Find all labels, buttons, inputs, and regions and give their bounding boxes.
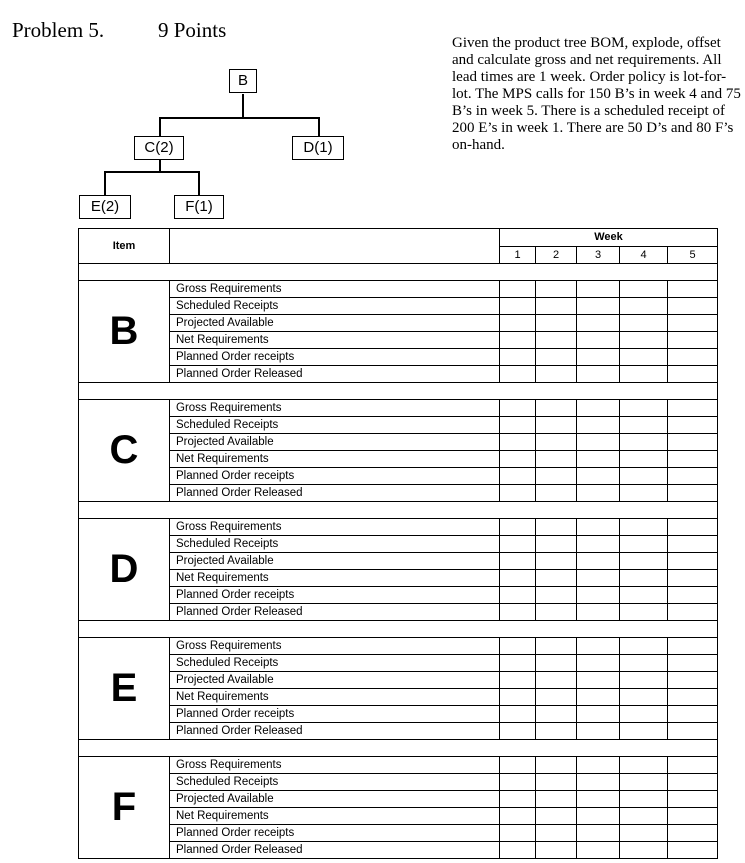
week-cell[interactable] xyxy=(500,519,536,536)
week-cell[interactable] xyxy=(500,468,536,485)
week-cell[interactable] xyxy=(620,536,668,553)
week-cell[interactable] xyxy=(577,655,620,672)
tree-connector xyxy=(159,117,161,137)
tree-node-d: D(1) xyxy=(292,136,344,160)
row-label: Scheduled Receipts xyxy=(170,774,500,791)
item-separator-row xyxy=(79,502,718,519)
week-cell[interactable] xyxy=(577,672,620,689)
week-cell[interactable] xyxy=(536,519,577,536)
row-label: Planned Order receipts xyxy=(170,468,500,485)
mrp-row xyxy=(79,468,718,485)
week-cell[interactable] xyxy=(620,723,668,740)
week-cell[interactable] xyxy=(668,298,718,315)
label-header-cell xyxy=(170,229,500,264)
row-label: Scheduled Receipts xyxy=(170,536,500,553)
week-cell[interactable] xyxy=(577,434,620,451)
week-cell[interactable] xyxy=(620,485,668,502)
week-cell[interactable] xyxy=(620,689,668,706)
week-cell[interactable] xyxy=(536,298,577,315)
week-cell[interactable] xyxy=(500,349,536,366)
row-label: Net Requirements xyxy=(170,332,500,349)
row-label: Projected Available xyxy=(170,672,500,689)
week-cell[interactable] xyxy=(500,689,536,706)
week-cell[interactable] xyxy=(668,417,718,434)
mrp-row xyxy=(79,485,718,502)
week-cell[interactable] xyxy=(500,332,536,349)
problem-prompt: Given the product tree BOM, explode, offset and calculate gross and net requirements. All lead times are 1 week. Order policy is lot-for-lot. The MPS calls for 150 B’s in week 4 and 75 B’s in week 5. There is a scheduled receipt of 200 E’s in week 1. There are 50 D’s and 80 F’s on-hand. xyxy=(452,35,741,153)
tree-connector xyxy=(198,171,200,195)
week-cell[interactable] xyxy=(536,689,577,706)
row-label: Projected Available xyxy=(170,791,500,808)
mrp-row xyxy=(79,315,718,332)
week-cell[interactable] xyxy=(620,315,668,332)
week-cell[interactable] xyxy=(500,553,536,570)
separator-cell xyxy=(79,502,718,519)
week-cell[interactable] xyxy=(620,825,668,842)
row-label: Scheduled Receipts xyxy=(170,655,500,672)
week-cell[interactable] xyxy=(668,791,718,808)
week-cell[interactable] xyxy=(500,672,536,689)
row-label: Net Requirements xyxy=(170,451,500,468)
week-number: 1 xyxy=(500,246,536,264)
week-cell[interactable] xyxy=(620,281,668,298)
week-cell[interactable] xyxy=(668,400,718,417)
points-label: 9 Points xyxy=(158,18,227,42)
mrp-row xyxy=(79,842,718,859)
week-cell[interactable] xyxy=(536,723,577,740)
mrp-row xyxy=(79,774,718,791)
item-label-e: E xyxy=(79,638,170,740)
row-label: Gross Requirements xyxy=(170,281,500,298)
mrp-row xyxy=(79,298,718,315)
mrp-row xyxy=(79,519,718,536)
week-cell[interactable] xyxy=(620,655,668,672)
week-cell[interactable] xyxy=(668,451,718,468)
tree-node-b: B xyxy=(229,69,257,93)
tree-node-c: C(2) xyxy=(134,136,184,160)
week-cell[interactable] xyxy=(577,689,620,706)
week-cell[interactable] xyxy=(536,366,577,383)
week-cell[interactable] xyxy=(536,757,577,774)
tree-connector xyxy=(159,117,319,119)
week-cell[interactable] xyxy=(536,570,577,587)
week-cell[interactable] xyxy=(500,485,536,502)
mrp-row xyxy=(79,434,718,451)
week-cell[interactable] xyxy=(500,434,536,451)
week-cell[interactable] xyxy=(620,417,668,434)
week-cell[interactable] xyxy=(536,655,577,672)
week-cell[interactable] xyxy=(536,349,577,366)
week-cell[interactable] xyxy=(577,519,620,536)
item-label-b: B xyxy=(79,281,170,383)
row-label: Net Requirements xyxy=(170,570,500,587)
tree-node-e: E(2) xyxy=(79,195,131,219)
week-cell[interactable] xyxy=(500,536,536,553)
week-cell[interactable] xyxy=(500,774,536,791)
mrp-row xyxy=(79,689,718,706)
week-cell[interactable] xyxy=(668,706,718,723)
separator-cell xyxy=(79,740,718,757)
week-header: Week xyxy=(500,229,718,247)
week-cell[interactable] xyxy=(620,706,668,723)
row-label: Net Requirements xyxy=(170,808,500,825)
item-label-c: C xyxy=(79,400,170,502)
row-label: Planned Order receipts xyxy=(170,825,500,842)
week-cell[interactable] xyxy=(577,451,620,468)
week-cell[interactable] xyxy=(500,706,536,723)
row-label: Planned Order Released xyxy=(170,842,500,859)
week-cell[interactable] xyxy=(668,638,718,655)
mrp-row xyxy=(79,791,718,808)
week-cell[interactable] xyxy=(668,723,718,740)
mrp-row xyxy=(79,281,718,298)
week-cell[interactable] xyxy=(668,604,718,621)
row-label: Planned Order receipts xyxy=(170,706,500,723)
mrp-table xyxy=(78,228,718,859)
week-cell[interactable] xyxy=(620,332,668,349)
item-header: Item xyxy=(79,229,170,264)
separator-cell xyxy=(79,264,718,281)
week-cell[interactable] xyxy=(620,553,668,570)
week-cell[interactable] xyxy=(668,655,718,672)
week-cell[interactable] xyxy=(536,808,577,825)
week-cell[interactable] xyxy=(500,400,536,417)
mrp-row xyxy=(79,349,718,366)
problem-title: Problem 5. xyxy=(12,18,105,42)
week-cell[interactable] xyxy=(536,536,577,553)
mrp-row xyxy=(79,672,718,689)
mrp-row xyxy=(79,536,718,553)
row-label: Planned Order Released xyxy=(170,604,500,621)
row-label: Scheduled Receipts xyxy=(170,417,500,434)
week-cell[interactable] xyxy=(500,281,536,298)
row-label: Gross Requirements xyxy=(170,638,500,655)
mrp-row xyxy=(79,808,718,825)
week-cell[interactable] xyxy=(500,655,536,672)
mrp-row xyxy=(79,723,718,740)
week-cell[interactable] xyxy=(500,417,536,434)
week-cell[interactable] xyxy=(620,349,668,366)
row-label: Projected Available xyxy=(170,434,500,451)
item-separator-row xyxy=(79,383,718,400)
week-cell[interactable] xyxy=(577,774,620,791)
week-cell[interactable] xyxy=(536,825,577,842)
item-separator-row xyxy=(79,621,718,638)
mrp-row xyxy=(79,451,718,468)
week-cell[interactable] xyxy=(620,366,668,383)
week-cell[interactable] xyxy=(620,451,668,468)
week-cell[interactable] xyxy=(536,842,577,859)
mrp-row xyxy=(79,655,718,672)
row-label: Planned Order Released xyxy=(170,485,500,502)
row-label: Scheduled Receipts xyxy=(170,298,500,315)
week-cell[interactable] xyxy=(577,570,620,587)
week-cell[interactable] xyxy=(536,451,577,468)
week-cell[interactable] xyxy=(668,553,718,570)
week-cell[interactable] xyxy=(668,349,718,366)
week-cell[interactable] xyxy=(500,825,536,842)
mrp-row xyxy=(79,587,718,604)
week-cell[interactable] xyxy=(577,723,620,740)
week-number: 5 xyxy=(668,246,718,264)
week-cell[interactable] xyxy=(577,825,620,842)
mrp-row xyxy=(79,400,718,417)
tree-connector xyxy=(318,117,320,137)
week-cell[interactable] xyxy=(577,281,620,298)
tree-connector xyxy=(104,171,106,195)
week-cell[interactable] xyxy=(500,791,536,808)
week-cell[interactable] xyxy=(620,672,668,689)
row-label: Planned Order Released xyxy=(170,366,500,383)
mrp-row xyxy=(79,706,718,723)
week-cell[interactable] xyxy=(577,417,620,434)
week-number: 4 xyxy=(620,246,668,264)
week-cell[interactable] xyxy=(620,757,668,774)
week-cell[interactable] xyxy=(620,638,668,655)
week-cell[interactable] xyxy=(620,774,668,791)
week-cell[interactable] xyxy=(500,604,536,621)
row-label: Gross Requirements xyxy=(170,519,500,536)
week-cell[interactable] xyxy=(577,604,620,621)
mrp-row xyxy=(79,604,718,621)
tree-connector xyxy=(104,171,199,173)
row-label: Projected Available xyxy=(170,315,500,332)
week-cell[interactable] xyxy=(500,638,536,655)
week-cell[interactable] xyxy=(500,808,536,825)
mrp-row xyxy=(79,570,718,587)
week-cell[interactable] xyxy=(620,434,668,451)
week-cell[interactable] xyxy=(668,315,718,332)
week-cell[interactable] xyxy=(536,434,577,451)
week-cell[interactable] xyxy=(500,451,536,468)
week-cell[interactable] xyxy=(620,298,668,315)
week-cell[interactable] xyxy=(536,706,577,723)
row-label: Planned Order receipts xyxy=(170,349,500,366)
week-cell[interactable] xyxy=(577,757,620,774)
week-cell[interactable] xyxy=(577,638,620,655)
tree-node-f: F(1) xyxy=(174,195,224,219)
mrp-row xyxy=(79,825,718,842)
week-cell[interactable] xyxy=(577,349,620,366)
week-cell[interactable] xyxy=(536,400,577,417)
week-cell[interactable] xyxy=(536,587,577,604)
week-cell[interactable] xyxy=(668,842,718,859)
item-separator-row xyxy=(79,264,718,281)
product-tree-bom xyxy=(0,0,460,230)
week-cell[interactable] xyxy=(577,366,620,383)
row-label: Planned Order Released xyxy=(170,723,500,740)
week-cell[interactable] xyxy=(668,519,718,536)
week-cell[interactable] xyxy=(500,298,536,315)
week-cell[interactable] xyxy=(668,485,718,502)
week-cell[interactable] xyxy=(536,604,577,621)
week-cell[interactable] xyxy=(500,757,536,774)
week-cell[interactable] xyxy=(577,553,620,570)
mrp-row xyxy=(79,366,718,383)
week-cell[interactable] xyxy=(536,417,577,434)
week-number: 2 xyxy=(536,246,577,264)
week-cell[interactable] xyxy=(620,519,668,536)
week-cell[interactable] xyxy=(668,468,718,485)
week-cell[interactable] xyxy=(620,791,668,808)
week-cell[interactable] xyxy=(536,485,577,502)
row-label: Projected Available xyxy=(170,553,500,570)
week-cell[interactable] xyxy=(577,791,620,808)
week-cell[interactable] xyxy=(668,672,718,689)
week-cell[interactable] xyxy=(668,689,718,706)
week-cell[interactable] xyxy=(536,553,577,570)
week-cell[interactable] xyxy=(620,587,668,604)
separator-cell xyxy=(79,621,718,638)
mrp-row xyxy=(79,417,718,434)
week-cell[interactable] xyxy=(500,842,536,859)
week-cell[interactable] xyxy=(500,587,536,604)
week-cell[interactable] xyxy=(577,536,620,553)
week-cell[interactable] xyxy=(536,638,577,655)
mrp-row xyxy=(79,638,718,655)
week-cell[interactable] xyxy=(620,468,668,485)
week-cell[interactable] xyxy=(577,706,620,723)
week-cell[interactable] xyxy=(577,587,620,604)
week-cell[interactable] xyxy=(500,723,536,740)
separator-cell xyxy=(79,383,718,400)
row-label: Gross Requirements xyxy=(170,400,500,417)
week-cell[interactable] xyxy=(668,825,718,842)
week-cell[interactable] xyxy=(668,536,718,553)
week-cell[interactable] xyxy=(500,570,536,587)
week-cell[interactable] xyxy=(577,842,620,859)
item-separator-row xyxy=(79,740,718,757)
mrp-row xyxy=(79,553,718,570)
week-cell[interactable] xyxy=(668,757,718,774)
row-label: Net Requirements xyxy=(170,689,500,706)
week-cell[interactable] xyxy=(620,400,668,417)
item-label-d: D xyxy=(79,519,170,621)
week-cell[interactable] xyxy=(668,366,718,383)
week-cell[interactable] xyxy=(620,570,668,587)
week-cell[interactable] xyxy=(536,468,577,485)
week-cell[interactable] xyxy=(620,842,668,859)
week-cell[interactable] xyxy=(536,672,577,689)
week-cell[interactable] xyxy=(577,808,620,825)
row-label: Planned Order receipts xyxy=(170,587,500,604)
week-cell[interactable] xyxy=(536,774,577,791)
week-number: 3 xyxy=(577,246,620,264)
week-cell[interactable] xyxy=(536,281,577,298)
week-cell[interactable] xyxy=(620,604,668,621)
week-cell[interactable] xyxy=(577,315,620,332)
week-cell[interactable] xyxy=(536,791,577,808)
week-cell[interactable] xyxy=(668,808,718,825)
week-cell[interactable] xyxy=(500,315,536,332)
week-cell[interactable] xyxy=(577,485,620,502)
week-cell[interactable] xyxy=(500,366,536,383)
week-cell[interactable] xyxy=(668,332,718,349)
week-cell[interactable] xyxy=(577,468,620,485)
row-label: Gross Requirements xyxy=(170,757,500,774)
week-cell[interactable] xyxy=(536,315,577,332)
mrp-row xyxy=(79,757,718,774)
week-cell[interactable] xyxy=(668,570,718,587)
week-cell[interactable] xyxy=(577,400,620,417)
week-cell[interactable] xyxy=(620,808,668,825)
week-cell[interactable] xyxy=(577,298,620,315)
week-cell[interactable] xyxy=(668,281,718,298)
tree-connector xyxy=(242,94,244,118)
week-cell[interactable] xyxy=(668,774,718,791)
week-cell[interactable] xyxy=(536,332,577,349)
mrp-row xyxy=(79,332,718,349)
week-cell[interactable] xyxy=(577,332,620,349)
week-cell[interactable] xyxy=(668,434,718,451)
item-label-f: F xyxy=(79,757,170,859)
week-cell[interactable] xyxy=(668,587,718,604)
